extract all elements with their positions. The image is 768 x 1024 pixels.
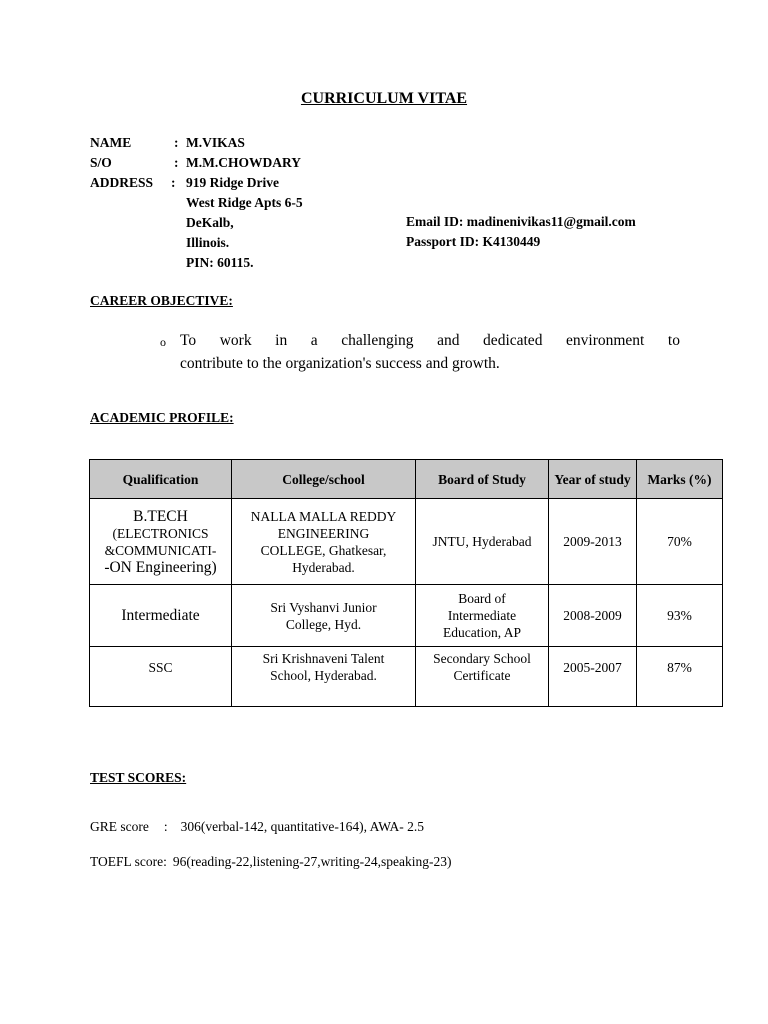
- board-line: Education, AP: [443, 625, 521, 640]
- gre-colon: :: [163, 819, 168, 834]
- cell-marks: 93%: [637, 585, 723, 647]
- toefl-score-line: [90, 854, 451, 870]
- qualification-line: (ELECTRONICS: [112, 525, 209, 541]
- cell-board: [416, 585, 549, 647]
- qualification-line: Intermediate: [121, 607, 200, 624]
- gre-value: 306(verbal-142, quantitative-164), AWA- 2.5: [180, 819, 424, 834]
- cell-college: [232, 499, 416, 585]
- name-colon: :: [174, 135, 179, 150]
- cell-board: [416, 499, 549, 585]
- objective-line-1: To work in a challenging and dedicated environment to: [180, 332, 680, 349]
- document-title: CURRICULUM VITAE: [300, 90, 468, 107]
- cell-marks: 87%: [637, 647, 723, 707]
- so-value: M.M.CHOWDARY: [186, 155, 302, 170]
- address-label: ADDRESS: [90, 175, 154, 190]
- qualification-line: -ON Engineering): [104, 558, 217, 576]
- career-objective-heading: CAREER OBJECTIVE:: [90, 293, 233, 308]
- qualification-line: B.TECH: [133, 507, 188, 525]
- cell-college: [232, 585, 416, 647]
- address-line: 919 Ridge Drive: [186, 175, 279, 190]
- college-line: College, Hyd.: [285, 616, 362, 632]
- contact-info: [406, 212, 636, 252]
- passport-text: Passport ID: K4130449: [406, 234, 541, 249]
- toefl-value: 96(reading-22,listening-27,writing-24,speaking-23): [172, 854, 452, 869]
- cell-qualification: [90, 585, 232, 647]
- table-row: [90, 647, 723, 707]
- table-row: [90, 585, 723, 647]
- academic-table: [89, 459, 723, 707]
- college-line: School, Hyderabad.: [270, 668, 377, 683]
- test-scores-heading: TEST SCORES:: [90, 770, 187, 785]
- col-header-year: Year of study: [549, 460, 637, 499]
- gre-score-line: [90, 819, 424, 835]
- so-label: S/O: [90, 155, 112, 170]
- col-header-board: Board of Study: [416, 460, 549, 499]
- board-line: Certificate: [453, 668, 511, 683]
- college-line: Sri Vyshanvi Junior: [270, 599, 377, 615]
- college-line: ENGINEERING: [277, 525, 370, 541]
- col-header-college: College/school: [232, 460, 416, 499]
- so-colon: :: [174, 155, 179, 170]
- qualification-line: &COMMUNICATI-: [104, 542, 217, 558]
- cell-college: [232, 647, 416, 707]
- table-row: [90, 499, 723, 585]
- address-line: Illinois.: [186, 235, 230, 250]
- board-line: Board of: [458, 591, 506, 606]
- address-colon: :: [171, 175, 176, 190]
- cell-board: [416, 647, 549, 707]
- college-line: Sri Krishnaveni Talent: [262, 651, 385, 666]
- cell-marks: 70%: [637, 499, 723, 585]
- gre-label: GRE score: [90, 819, 149, 834]
- table-header-row: [90, 460, 723, 499]
- address-line: PIN: 60115.: [186, 255, 254, 270]
- college-line: Hyderabad.: [292, 559, 355, 575]
- college-line: COLLEGE, Ghatkesar,: [260, 542, 387, 558]
- col-header-qualification: Qualification: [90, 460, 232, 499]
- name-label: NAME: [90, 135, 132, 150]
- objective-line-2: contribute to the organization's success and growth.: [180, 355, 500, 372]
- email-text: Email ID: madinenivikas11@gmail.com: [406, 214, 636, 229]
- board-line: JNTU, Hyderabad: [432, 534, 532, 549]
- cell-qualification: [90, 499, 232, 585]
- cell-year: 2009-2013: [549, 499, 637, 585]
- col-header-marks: Marks (%): [637, 460, 723, 499]
- cell-year: 2008-2009: [549, 585, 637, 647]
- cell-year: 2005-2007: [549, 647, 637, 707]
- toefl-label: TOEFL score:: [90, 854, 167, 869]
- address-line: DeKalb,: [186, 215, 234, 230]
- qualification-line: SSC: [148, 660, 173, 675]
- academic-profile-heading: ACADEMIC PROFILE:: [90, 410, 234, 425]
- board-line: Intermediate: [447, 608, 517, 623]
- cell-qualification: [90, 647, 232, 707]
- college-line: NALLA MALLA REDDY: [250, 508, 397, 524]
- bullet-icon: o: [160, 335, 166, 349]
- board-line: Secondary School: [433, 651, 531, 666]
- name-value: M.VIKAS: [186, 135, 245, 150]
- address-line: West Ridge Apts 6-5: [186, 195, 303, 210]
